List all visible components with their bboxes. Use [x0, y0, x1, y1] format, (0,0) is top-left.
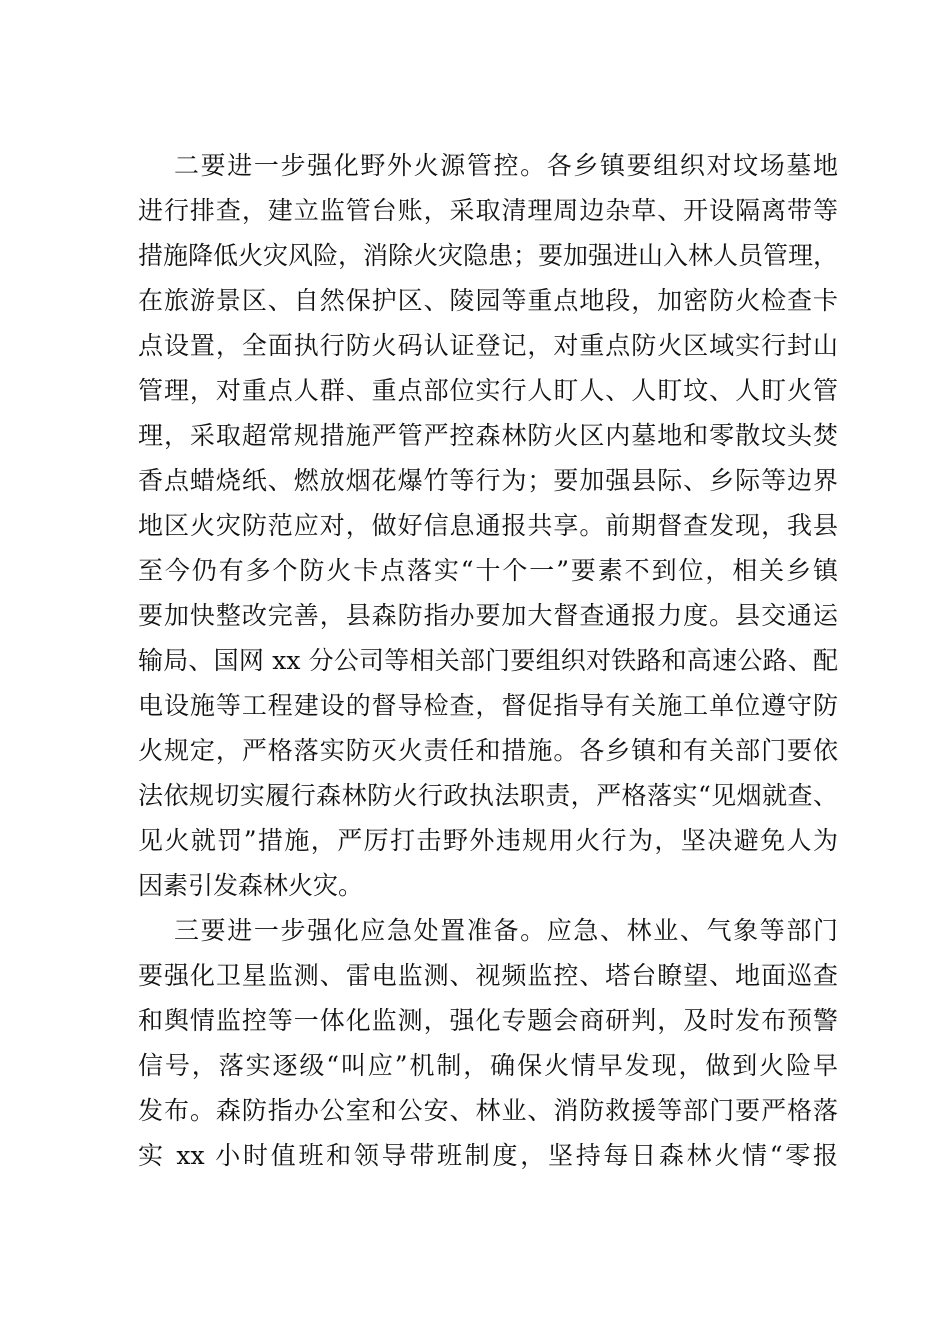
document-body	[138, 143, 838, 1178]
paragraph-line: 三要进一步强化应急处置准备。应急、林业、气象等部门	[174, 916, 838, 945]
paragraph-line: 进行排查，建立监管台账，采取清理周边杂草、开设隔离带等	[138, 196, 838, 225]
paragraph-line: 发布。森防指办公室和公安、林业、消防救援等部门要严格落	[138, 1096, 838, 1125]
paragraph-line: 管理，对重点人群、重点部位实行人盯人、人盯坟、人盯火管	[138, 376, 838, 405]
paragraph-emergency-preparedness	[138, 908, 838, 1178]
paragraph-line: 点设置，全面执行防火码认证登记，对重点防火区域实行封山	[138, 331, 838, 360]
paragraph-wildfire-source-control	[138, 143, 838, 908]
paragraph-line: 在旅游景区、自然保护区、陵园等重点地段，加密防火检查卡	[138, 286, 838, 315]
paragraph-line: 二要进一步强化野外火源管控。各乡镇要组织对坟场墓地	[174, 151, 838, 180]
paragraph-line: 信号，落实逐级“叫应”机制，确保火情早发现，做到火险早	[138, 1051, 838, 1080]
paragraph-line: 实 xx 小时值班和领导带班制度，坚持每日森林火情“零报	[138, 1141, 838, 1170]
paragraph-line: 法依规切实履行森林防火行政执法职责，严格落实“见烟就查、	[138, 781, 838, 810]
paragraph-line: 见火就罚”措施，严厉打击野外违规用火行为，坚决避免人为	[138, 826, 838, 855]
paragraph-line: 和舆情监控等一体化监测，强化专题会商研判，及时发布预警	[138, 1006, 838, 1035]
paragraph-line: 输局、国网 xx 分公司等相关部门要组织对铁路和高速公路、配	[138, 646, 838, 675]
paragraph-line: 要强化卫星监测、雷电监测、视频监控、塔台瞭望、地面巡查	[138, 961, 838, 990]
paragraph-line: 因素引发森林火灾。	[138, 871, 364, 900]
paragraph-line: 要加快整改完善，县森防指办要加大督查通报力度。县交通运	[138, 601, 838, 630]
paragraph-line: 至今仍有多个防火卡点落实“十个一”要素不到位，相关乡镇	[138, 556, 838, 585]
paragraph-line: 措施降低火灾风险，消除火灾隐患；要加强进山入林人员管理，	[138, 241, 839, 270]
paragraph-line: 火规定，严格落实防灭火责任和措施。各乡镇和有关部门要依	[138, 736, 838, 765]
paragraph-line: 理，采取超常规措施严管严控森林防火区内墓地和零散坟头焚	[138, 421, 838, 450]
paragraph-line: 地区火灾防范应对，做好信息通报共享。前期督查发现，我县	[138, 511, 838, 540]
paragraph-line: 电设施等工程建设的督导检查，督促指导有关施工单位遵守防	[138, 691, 838, 720]
paragraph-line: 香点蜡烧纸、燃放烟花爆竹等行为；要加强县际、乡际等边界	[138, 466, 838, 495]
